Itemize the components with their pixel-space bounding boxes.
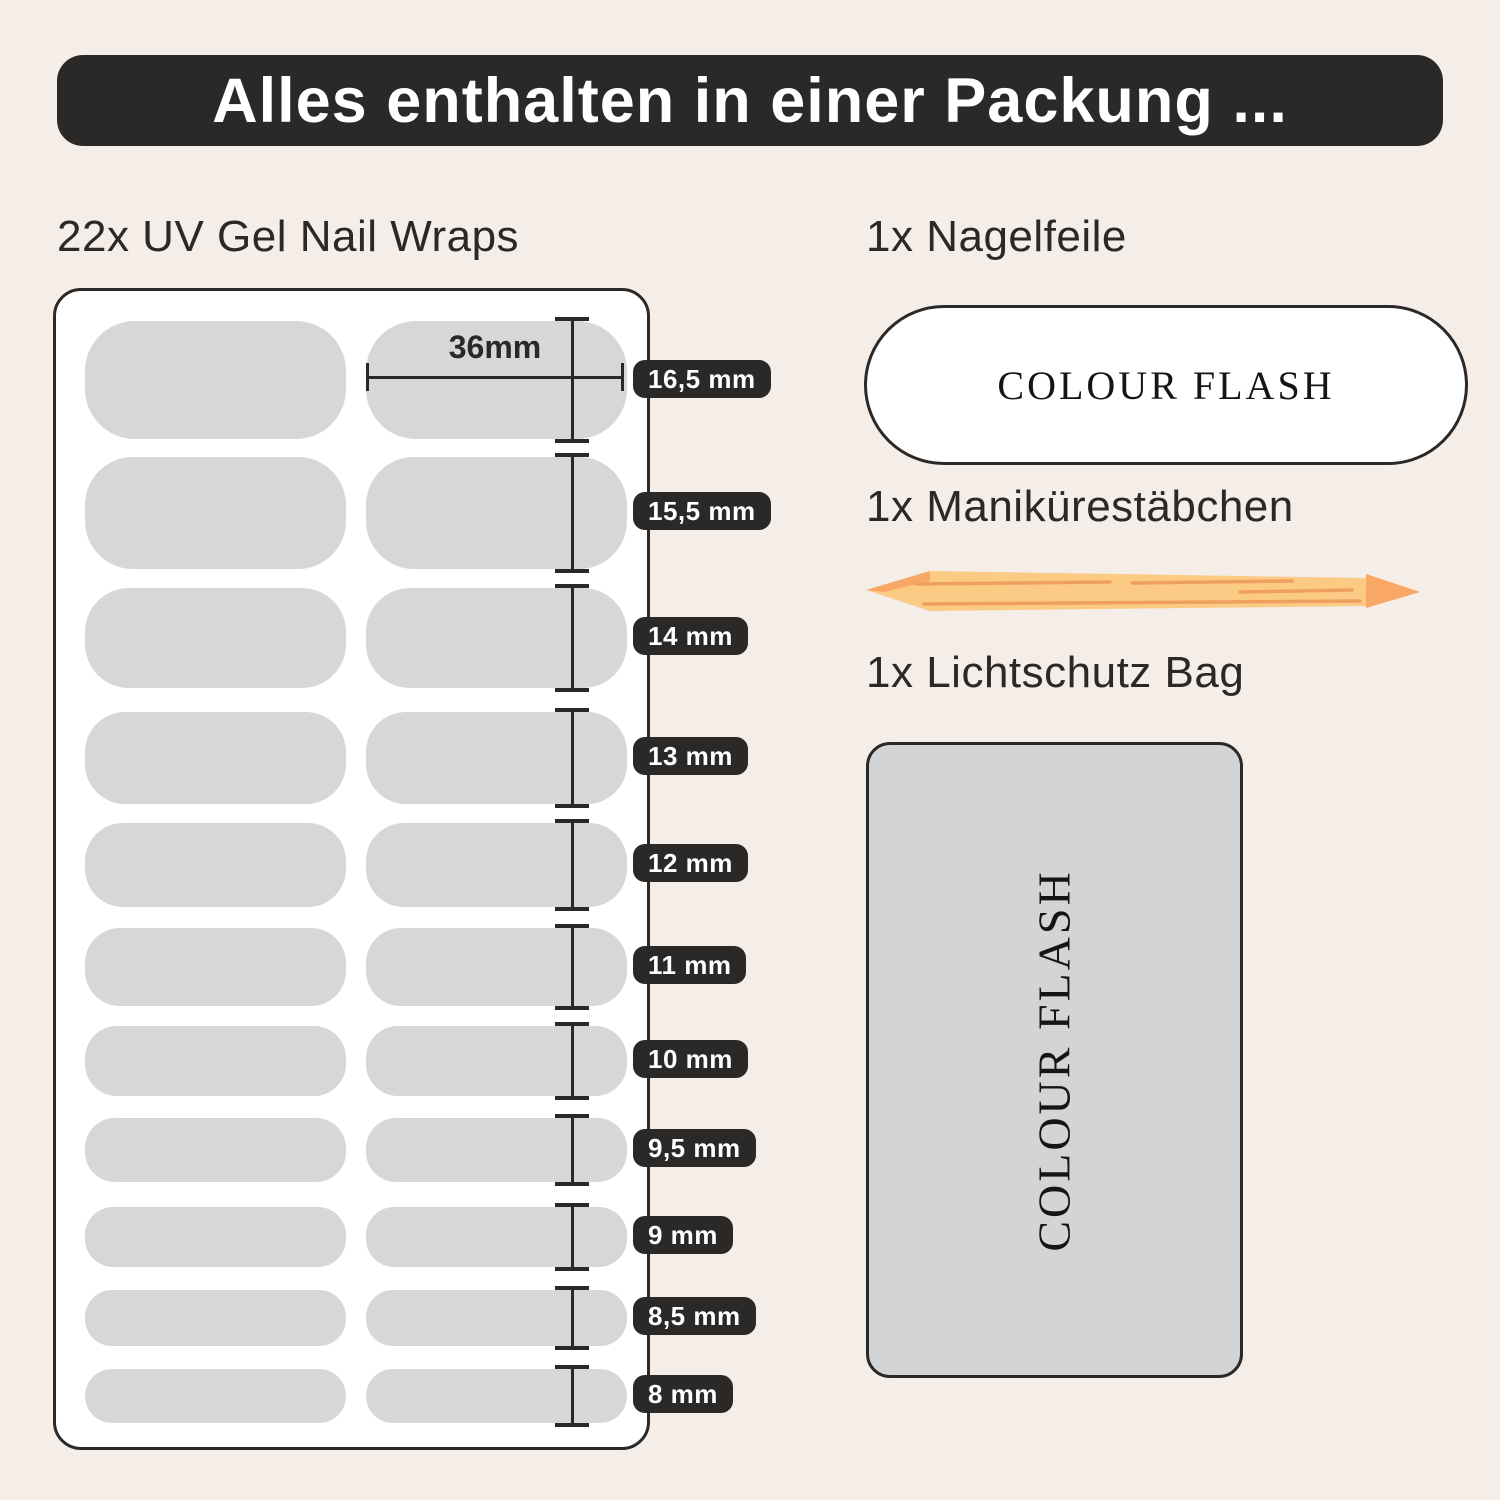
size-label-pill: 10 mm (633, 1040, 748, 1078)
light-protection-bag (866, 742, 1243, 1378)
page-title: Alles enthalten in einer Packung ... (212, 65, 1288, 136)
nail-wrap (85, 823, 346, 907)
height-measure-bracket (555, 1365, 589, 1427)
size-label-pill: 13 mm (633, 737, 748, 775)
height-measure-bracket (555, 1286, 589, 1350)
section-label-stick: 1x Manikürestäbchen (866, 482, 1294, 531)
nail-wrap-sheet (53, 288, 650, 1450)
height-measure-bracket (555, 1203, 589, 1271)
size-label-pill: 14 mm (633, 617, 748, 655)
height-measure-bracket (555, 1114, 589, 1186)
nail-file-brand-text: COLOUR FLASH (997, 362, 1335, 408)
bag-brand-text: COLOUR FLASH (1029, 868, 1081, 1252)
height-measure-bracket (555, 1022, 589, 1100)
height-measure-bracket (555, 584, 589, 692)
width-measure-tick-right (621, 363, 624, 391)
size-label-pill: 8 mm (633, 1375, 733, 1413)
nail-wrap (85, 928, 346, 1006)
nail-wrap (85, 321, 346, 439)
section-label-wraps: 22x UV Gel Nail Wraps (57, 212, 520, 261)
header-banner (57, 55, 1443, 146)
height-measure-bracket (555, 453, 589, 573)
nail-wrap (85, 1290, 346, 1346)
nail-wrap (85, 712, 346, 804)
nail-wrap (85, 1369, 346, 1423)
nail-wrap (85, 588, 346, 688)
size-label-pill: 12 mm (633, 844, 748, 882)
width-measure-tick-left (366, 363, 369, 391)
size-label-pill: 16,5 mm (633, 360, 771, 398)
width-measure-label: 36mm (448, 329, 542, 365)
size-label-pill: 9 mm (633, 1216, 733, 1254)
nail-file (864, 305, 1468, 465)
section-label-file: 1x Nagelfeile (866, 212, 1127, 261)
width-measure-line (368, 376, 624, 379)
height-measure-bracket (555, 924, 589, 1010)
section-label-bag: 1x Lichtschutz Bag (866, 648, 1245, 697)
size-label-pill: 8,5 mm (633, 1297, 756, 1335)
nail-wrap (85, 457, 346, 569)
height-measure-bracket (555, 708, 589, 808)
nail-wrap (85, 1026, 346, 1096)
nail-wrap (85, 1118, 346, 1182)
nail-wrap (85, 1207, 346, 1267)
height-measure-bracket (555, 819, 589, 911)
size-label-pill: 11 mm (633, 946, 746, 984)
size-label-pill: 9,5 mm (633, 1129, 756, 1167)
manicure-stick-icon (860, 563, 1426, 619)
size-label-pill: 15,5 mm (633, 492, 771, 530)
